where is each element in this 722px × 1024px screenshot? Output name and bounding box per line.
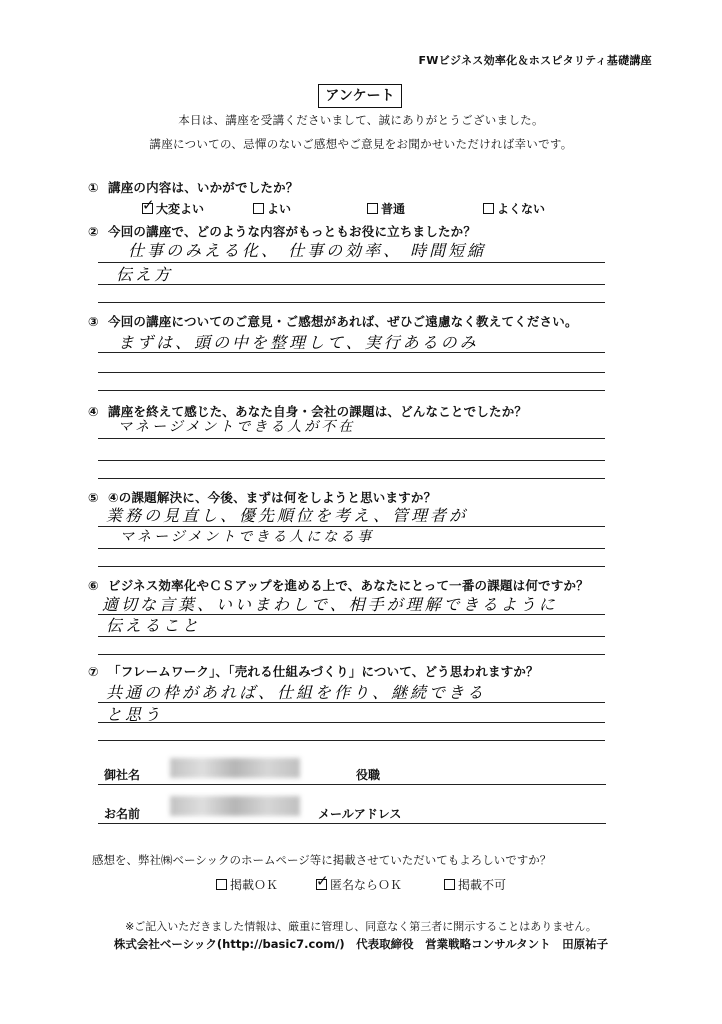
question-text: 今回の講座で、どのような内容がもっともお役に立ちましたか？ xyxy=(108,224,477,239)
answer-line xyxy=(98,566,605,567)
question-1 xyxy=(88,178,299,196)
publish-option-no[interactable] xyxy=(444,876,506,893)
publish-question: 感想を、弊社㈱ベーシックのホームページ等に掲載させていただいてもよろしいですか？ xyxy=(92,853,552,867)
q2-answer-2: 伝え方 xyxy=(116,265,174,284)
question-number: ⑤ xyxy=(88,490,99,505)
answer-line xyxy=(98,390,605,391)
position-label: 役職 xyxy=(356,768,381,782)
checkbox[interactable] xyxy=(253,203,264,214)
publish-option-anonymous[interactable] xyxy=(316,876,402,893)
publish-option-ok[interactable] xyxy=(216,876,278,893)
privacy-note: ※ご記入いただきました情報は、厳重に管理し、同意なく第三者に開示することはありません。 xyxy=(125,920,597,933)
option-label: 掲載ＯＫ xyxy=(230,878,279,892)
q6-answer-1: 適切な言葉、いいまわしで、相手が理解できるように xyxy=(102,595,558,614)
q1-option-3[interactable] xyxy=(367,200,405,217)
answer-line xyxy=(98,740,605,741)
question-text: 「フレームワーク」、「売れる仕組みづくり」について、どう思われますか？ xyxy=(108,664,539,679)
answer-line xyxy=(98,702,605,703)
question-number: ③ xyxy=(88,314,99,329)
field-line xyxy=(98,823,606,824)
checkbox[interactable] xyxy=(216,879,227,890)
q5-answer-1: 業務の見直し、優先順位を考え、管理者が xyxy=(106,506,468,525)
checkbox[interactable] xyxy=(483,203,494,214)
option-label: 大変よい xyxy=(156,202,205,216)
answer-line xyxy=(98,636,605,637)
question-number: ④ xyxy=(88,404,99,419)
answer-line xyxy=(98,372,605,373)
question-text: 講座の内容は、いかがでしたか？ xyxy=(108,180,299,195)
checkbox[interactable] xyxy=(367,203,378,214)
form-title: アンケート xyxy=(318,84,402,108)
intro-line-1: 本日は、講座を受講くださいまして、誠にありがとうございました。 xyxy=(178,113,544,127)
answer-line xyxy=(98,722,605,723)
question-number: ⑦ xyxy=(88,664,99,679)
answer-line xyxy=(98,438,605,439)
checkbox-checked[interactable] xyxy=(316,879,327,890)
option-label: 掲載不可 xyxy=(458,878,507,892)
answer-line xyxy=(98,262,605,263)
field-line xyxy=(98,784,606,785)
checkbox[interactable] xyxy=(444,879,455,890)
question-number: ① xyxy=(88,180,99,195)
q4-answer-1: マネージメントできる人が不在 xyxy=(118,419,356,435)
company-redacted xyxy=(170,758,300,778)
name-label: お名前 xyxy=(104,807,141,821)
question-3 xyxy=(88,312,578,330)
question-number: ② xyxy=(88,224,99,239)
q7-answer-1: 共通の枠があれば、仕組を作り、継続できる xyxy=(106,683,487,702)
company-label: 御社名 xyxy=(104,768,141,782)
intro-line-2: 講座についての、忌憚のないご感想やご意見をお聞かせいただければ幸いです。 xyxy=(149,137,573,151)
q1-option-1[interactable] xyxy=(142,200,204,217)
option-label: よくない xyxy=(497,202,546,216)
q6-answer-2: 伝えること xyxy=(106,616,202,635)
course-title: FWビジネス効率化＆ホスピタリティ基礎講座 xyxy=(418,54,652,67)
question-text: ④の課題解決に、今後、まずは何をしようと思いますか？ xyxy=(108,490,437,505)
answer-line xyxy=(98,654,605,655)
question-number: ⑥ xyxy=(88,578,99,593)
answer-line xyxy=(98,352,605,353)
answer-line xyxy=(98,460,605,461)
q1-option-2[interactable] xyxy=(253,200,291,217)
company-footer: 株式会社ベーシック(http://basic7.com/) 代表取締役 営業戦略コンサルタント 田原祐子 xyxy=(113,937,609,951)
q3-answer-1: まずは、頭の中を整理して、実行あるのみ xyxy=(118,333,479,352)
answer-line xyxy=(98,478,605,479)
question-text: 講座を終えて感じた、あなた自身・会社の課題は、どんなことでしたか？ xyxy=(108,404,528,419)
q7-answer-2: と思う xyxy=(106,705,164,724)
q1-option-4[interactable] xyxy=(483,200,545,217)
option-label: 匿名ならＯＫ xyxy=(330,878,403,892)
q2-answer-1: 仕事のみえる化、 仕事の効率、 時間短縮 xyxy=(128,241,487,260)
question-text: ビジネス効率化やＣＳアップを進める上で、あなたにとって一番の課題は何ですか？ xyxy=(108,578,589,593)
answer-line xyxy=(98,548,605,549)
question-text: 今回の講座についてのご意見・ご感想があれば、ぜひご遠慮なく教えてください。 xyxy=(108,314,578,329)
answer-line xyxy=(98,284,605,285)
email-label: メールアドレス xyxy=(318,807,402,821)
answer-line xyxy=(98,302,605,303)
checkbox-checked[interactable] xyxy=(142,203,153,214)
q5-answer-2: マネージメントできる人になる事 xyxy=(120,529,375,545)
option-label: よい xyxy=(267,202,292,216)
question-7 xyxy=(88,662,539,680)
option-label: 普通 xyxy=(381,202,406,216)
name-redacted xyxy=(170,796,300,816)
